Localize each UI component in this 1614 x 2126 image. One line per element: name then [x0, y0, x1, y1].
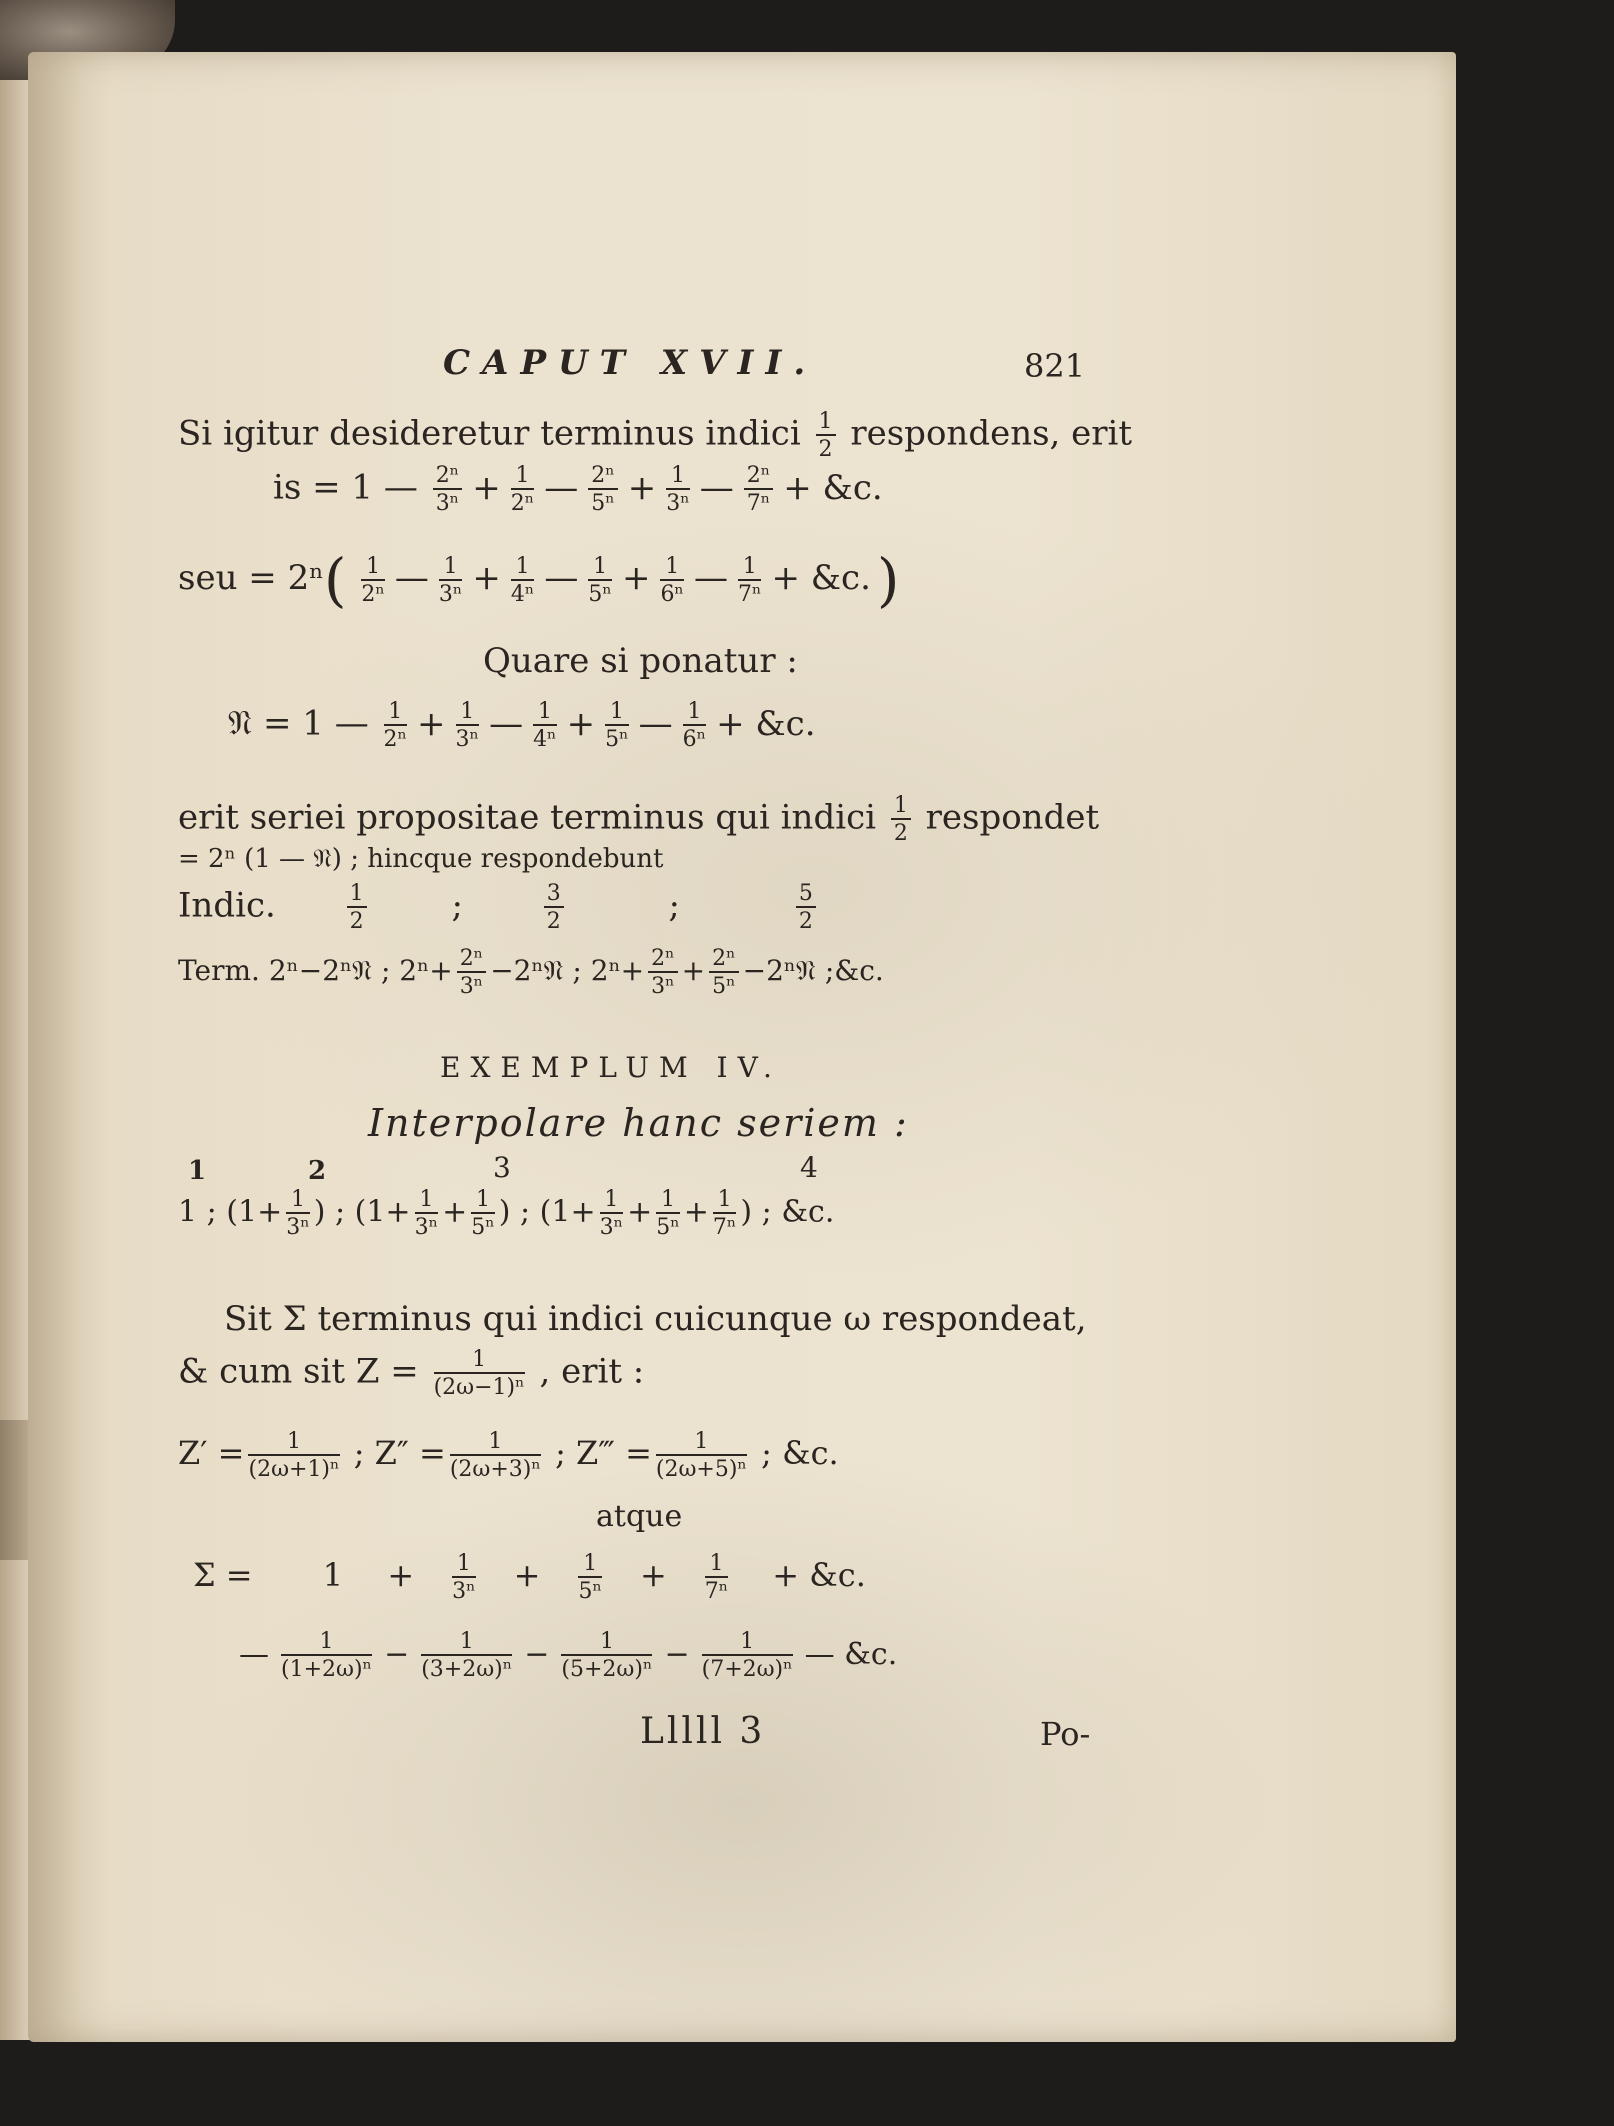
z2-lhs: ; Z″ = [353, 1434, 446, 1473]
text-line-erit [178, 794, 1099, 845]
eq2-frac-0: $\frac{1}{\text{2ⁿ}}$ [361, 553, 385, 607]
term-3-frac2: $\frac{\text{2ⁿ}}{\text{5ⁿ}}$ [709, 947, 739, 998]
series-2-frac: $\frac{1}{\text{3ⁿ}}$ [286, 1187, 310, 1241]
series-3-frac1: $\frac{1}{\text{3ⁿ}}$ [414, 1187, 439, 1241]
series-2-post: ) ; [313, 1194, 346, 1230]
eq3-frac-0: $\frac{1}{\text{2ⁿ}}$ [383, 699, 408, 753]
eq1-frac-3: $\frac{1}{\text{3ⁿ}}$ [666, 463, 690, 517]
sigma-op-0: + [387, 1556, 415, 1595]
eq2-frac-1: $\frac{1}{\text{3ⁿ}}$ [438, 553, 463, 607]
z-line [178, 1430, 839, 1481]
term-3b: −2ⁿ𝔑 ;&c. [742, 954, 884, 988]
text-p2a: erit seriei propositae terminus qui indici [178, 797, 876, 838]
sigma-1: 1 [322, 1556, 344, 1595]
indic-2: $\frac{3}{2}$ [544, 882, 564, 933]
term-2-frac: $\frac{\text{2ⁿ}}{\text{3ⁿ}}$ [457, 947, 487, 998]
series-3-post: ) ; [498, 1194, 531, 1230]
series-4-plus1: + [627, 1194, 653, 1230]
eq2-frac-2: $\frac{1}{\text{4ⁿ}}$ [510, 553, 535, 607]
eq2-close-paren: ) [876, 546, 900, 614]
index-2: 2 [308, 1156, 327, 1186]
equation-is [273, 464, 889, 515]
indic-row: Indic. $\frac{1}{2}$ ; $\frac{3}{2}$ ; $\frac{5}{2}$ [178, 882, 820, 933]
text-sit: Sit Σ terminus qui indici cuicunque ω respondeat, [224, 1299, 1087, 1339]
term-row [178, 947, 884, 998]
z-fraction: $\frac{1}{\text{(2ω−1)ⁿ}}$ [433, 1347, 525, 1401]
series-4-plus2: + [683, 1194, 709, 1230]
term-3a: 2ⁿ+ [590, 954, 645, 988]
eq1-op-3: — [699, 467, 734, 508]
running-head: CAPUT XVII. [443, 343, 818, 383]
eq3-frac-2: $\frac{1}{\text{4ⁿ}}$ [533, 699, 557, 753]
eq1-lhs: is = 1 — [273, 467, 418, 508]
index-1: 1 [188, 1156, 207, 1186]
page-number: 821 [1024, 347, 1086, 385]
fraction-half: $\frac{1}{2}$ [816, 410, 836, 461]
book-page [28, 52, 1456, 2042]
term-2a: 2ⁿ+ [399, 954, 453, 988]
term-3-plus: + [681, 954, 706, 988]
series-3-plus: + [442, 1194, 468, 1230]
eq3-op-4: + &c. [716, 703, 816, 744]
indic-3: $\frac{5}{2}$ [796, 882, 816, 933]
text-p1: Si igitur desideretur terminus indici [178, 413, 801, 454]
z1-frac: $\frac{1}{\text{(2ω+1)ⁿ}}$ [248, 1429, 340, 1483]
text-p1-end: respondens, erit [850, 413, 1133, 454]
eq1-frac-4: $\frac{\text{2ⁿ}}{\text{7ⁿ}}$ [744, 464, 774, 515]
eq2-lhs: seu = 2ⁿ [178, 558, 324, 599]
sigma-line [193, 1552, 872, 1603]
equation-seu: seu = 2ⁿ( $\frac{1}{\text{2ⁿ}}$ — $\frac{1}{\text{3ⁿ}}$ + $\frac{1}{\text{4ⁿ}}$ — $\frac{1}{\text{5ⁿ}}$ + $\frac{1}{\text{6ⁿ}}$ — $\frac{1}{\text{7ⁿ}}$ + &c. ) [178, 546, 900, 614]
index-4: 4 [800, 1151, 818, 1184]
series-3-frac2: $\frac{1}{\text{5ⁿ}}$ [471, 1187, 495, 1241]
neg-frac-0: $\frac{1}{\text{(1+2ω)ⁿ}}$ [281, 1629, 373, 1683]
series-4-frac3: $\frac{1}{\text{7ⁿ}}$ [712, 1187, 737, 1241]
text-p5a: & cum sit Z = [178, 1351, 419, 1392]
eq1-frac-2: $\frac{\text{2ⁿ}}{\text{5ⁿ}}$ [588, 464, 618, 515]
term-3-frac1: $\frac{\text{2ⁿ}}{\text{3ⁿ}}$ [648, 947, 678, 998]
z2-frac: $\frac{1}{\text{(2ω+3)ⁿ}}$ [449, 1429, 541, 1483]
sigma-frac-1: $\frac{1}{\text{5ⁿ}}$ [578, 1551, 602, 1605]
eq2-op-0: — [394, 558, 429, 599]
eq3-frac-1: $\frac{1}{\text{3ⁿ}}$ [455, 699, 480, 753]
neg-frac-1: $\frac{1}{\text{(3+2ω)ⁿ}}$ [421, 1629, 513, 1683]
eq2-op-5: + &c. [771, 558, 871, 599]
fraction-half-2: $\frac{1}{2}$ [891, 794, 911, 845]
series-line [178, 1188, 834, 1239]
neg-op-1: − [384, 1636, 410, 1672]
neg-end: — &c. [804, 1636, 898, 1672]
series-4-pre: (1+ [539, 1194, 596, 1230]
catchword: Po- [1040, 1715, 1091, 1753]
eq2-frac-3: $\frac{1}{\text{5ⁿ}}$ [588, 553, 612, 607]
eq1-op-1: — [544, 467, 579, 508]
heading-interpolare: Interpolare hanc seriem : [368, 1101, 909, 1145]
sigma-frac-2: $\frac{1}{\text{7ⁿ}}$ [704, 1551, 729, 1605]
eq2-op-2: — [544, 558, 579, 599]
series-end: &c. [781, 1194, 835, 1230]
eq3-op-3: — [638, 703, 673, 744]
series-4-frac1: $\frac{1}{\text{3ⁿ}}$ [599, 1187, 624, 1241]
negative-terms-line [233, 1630, 903, 1681]
sigma-lhs: Σ = [193, 1556, 253, 1595]
eq2-op-4: — [693, 558, 728, 599]
z-end: ; &c. [761, 1434, 839, 1473]
spine-band [0, 1420, 30, 1560]
eq2-frac-4: $\frac{1}{\text{6ⁿ}}$ [660, 553, 684, 607]
text-p2b: respondet [925, 797, 1100, 838]
series-2-pre: (1+ [226, 1194, 283, 1230]
eq1-frac-1: $\frac{1}{\text{2ⁿ}}$ [510, 463, 535, 517]
term-label: Term. [178, 954, 260, 988]
sigma-frac-0: $\frac{1}{\text{3ⁿ}}$ [452, 1551, 476, 1605]
heading-exemplum: EXEMPLUM IV. [440, 1051, 782, 1084]
eq1-op-2: + [627, 467, 657, 508]
text-hincque: = 2ⁿ (1 — 𝔑) ; hincque respondebunt [178, 844, 664, 874]
neg-frac-2: $\frac{1}{\text{(5+2ω)ⁿ}}$ [561, 1629, 653, 1683]
eq3-op-1: — [489, 703, 524, 744]
eq3-lhs: 𝔑 = 1 — [228, 703, 369, 744]
eq1-frac-0: $\frac{\text{2ⁿ}}{\text{3ⁿ}}$ [433, 464, 463, 515]
text-cum-sit [178, 1348, 644, 1399]
series-1: 1 ; [178, 1194, 217, 1230]
signature-mark: Lllll 3 [640, 1711, 766, 1752]
eq1-op-4: + &c. [783, 467, 883, 508]
eq2-frac-5: $\frac{1}{\text{7ⁿ}}$ [737, 553, 762, 607]
indic-label: Indic. [178, 885, 276, 926]
term-1: 2ⁿ−2ⁿ𝔑 ; [268, 954, 391, 988]
series-4-frac2: $\frac{1}{\text{5ⁿ}}$ [656, 1187, 680, 1241]
z1-lhs: Z′ = [178, 1434, 245, 1473]
index-3: 3 [493, 1151, 511, 1184]
z3-frac: $\frac{1}{\text{(2ω+5)ⁿ}}$ [655, 1429, 747, 1483]
text-atque: atque [596, 1499, 683, 1534]
equation-N [228, 700, 822, 751]
eq2-op-3: + [621, 558, 651, 599]
series-4-post: ) ; [740, 1194, 772, 1230]
eq3-op-2: + [566, 703, 596, 744]
sigma-op-2: + [639, 1556, 667, 1595]
sigma-op-1: + [513, 1556, 541, 1595]
text-quare: Quare si ponatur : [483, 641, 798, 681]
eq3-op-0: + [417, 703, 446, 744]
text-p5b: , erit : [539, 1351, 645, 1392]
series-3-pre: (1+ [354, 1194, 411, 1230]
neg-op-0: — [239, 1636, 269, 1672]
neg-op-3: − [664, 1636, 690, 1672]
sigma-end: + &c. [772, 1556, 866, 1595]
z3-lhs: ; Z‴ = [555, 1434, 652, 1473]
eq2-op-1: + [472, 558, 501, 599]
term-2b: −2ⁿ𝔑 ; [490, 954, 582, 988]
eq1-op-0: + [472, 467, 501, 508]
neg-frac-3: $\frac{1}{\text{(7+2ω)ⁿ}}$ [701, 1629, 793, 1683]
eq3-frac-3: $\frac{1}{\text{5ⁿ}}$ [605, 699, 629, 753]
neg-op-2: − [524, 1636, 550, 1672]
text-line-1 [178, 410, 1132, 461]
eq3-frac-4: $\frac{1}{\text{6ⁿ}}$ [682, 699, 707, 753]
indic-1: $\frac{1}{2}$ [347, 882, 367, 933]
